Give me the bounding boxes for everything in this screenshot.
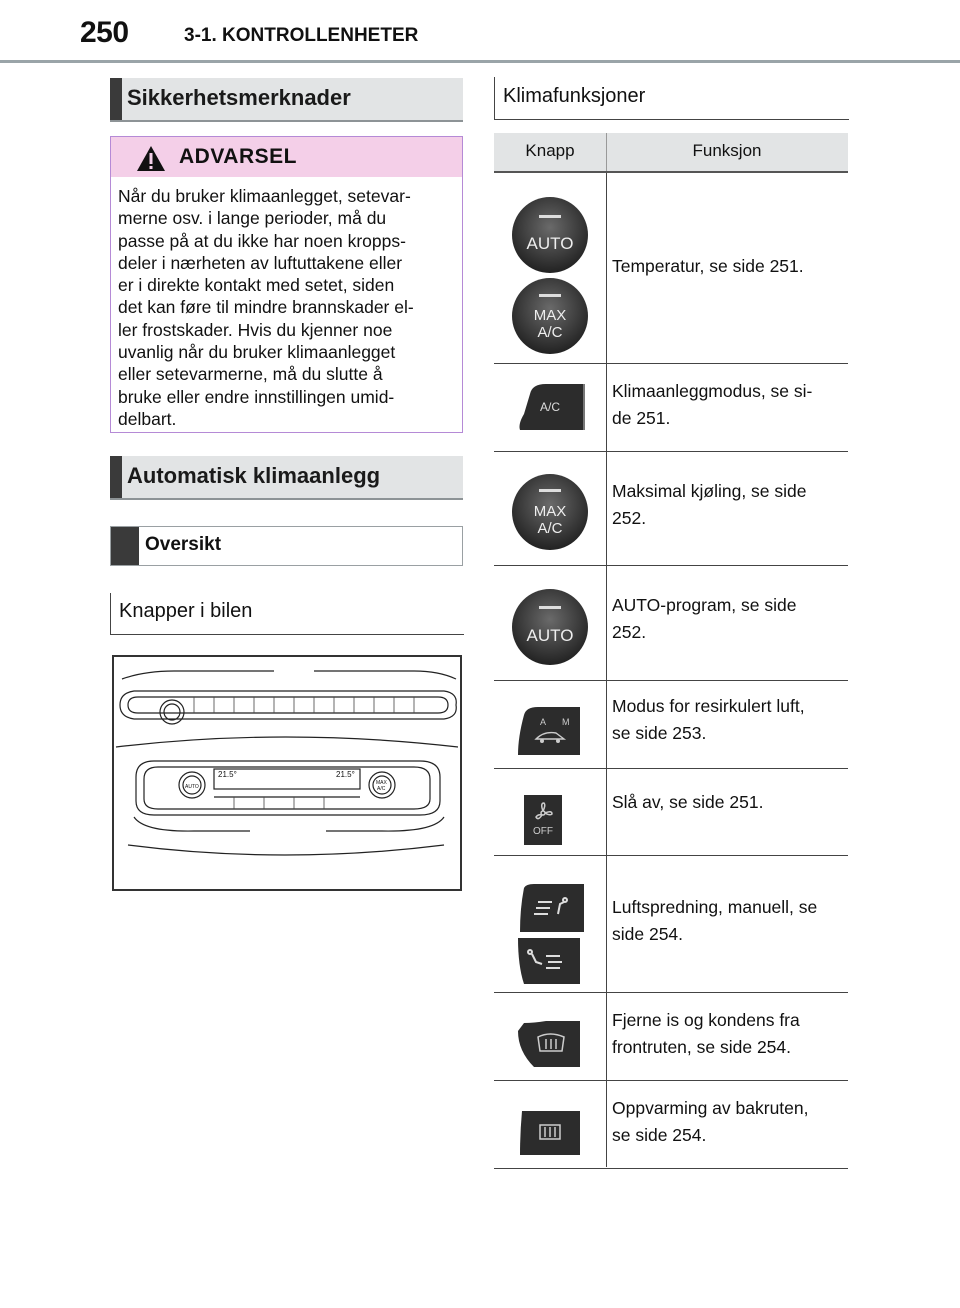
overview-subheading [110,526,463,566]
temperature-knobs-icon [494,173,606,363]
recirc-a-label: A [540,717,547,727]
warning-triangle-icon [136,145,166,172]
front-defrost-button-cell [494,993,606,1080]
climate-panel-illustration [112,655,462,891]
table-row [494,769,848,856]
safety-section-heading [110,78,463,122]
air-distribution-icon [494,856,606,992]
function-text: AUTO-program, se side 252. [612,595,797,642]
table-row [494,452,848,566]
recirculation-button-cell [494,681,606,768]
column-header-button: Knapp [525,141,575,160]
function-text: Modus for resirkulert luft, se side 253. [612,696,805,743]
ac-knob-label: A/C [537,324,563,341]
table-row [494,1081,848,1169]
off-button-cell [494,769,606,855]
panel-ac-label: A/C [377,786,386,792]
off-button-icon [494,769,606,855]
auto-knob-label: AUTO [526,234,574,253]
auto-knob-cell [494,566,606,680]
auto-climate-section-heading [110,456,463,500]
max-ac-knob-icon [494,452,606,565]
off-label: OFF [533,826,553,837]
table-row [494,364,848,452]
table-row [494,993,848,1081]
function-text: Fjerne is og kondens fra frontruten, se side 254. [612,1010,800,1057]
buttons-in-car-heading [110,593,464,635]
front-defrost-button-icon [494,993,606,1080]
max-ac-knob-cell [494,452,606,565]
function-text: Slå av, se side 251. [612,792,764,812]
recirc-m-label: M [562,717,570,727]
ac-button-icon [494,364,606,451]
safety-heading-text: Sikkerhetsmerknader [127,85,351,110]
function-text: Klimaanleggmodus, se si- de 251. [612,381,813,428]
rear-defrost-button-cell [494,1081,606,1168]
overview-heading-text: Oversikt [145,534,222,555]
air-distribution-buttons-cell [494,856,606,992]
table-row [494,173,848,364]
panel-auto-label: AUTO [185,784,199,790]
warning-box [110,136,463,433]
ac-button-cell [494,364,606,451]
table-row [494,856,848,993]
warning-text: Når du bruker klimaanlegget, setevar- merne osv. i lange perioder, må du passe på at du ikke har noen kropps- deler i nærheten av luftuttakene eller er i direkte kontakt med setet, siden det kan føre til mindre brannskader el- ler frostskader. Hvis du kjenner noe uvanlig når du bruker klimaanlegget eller setevarmerne, må du slutte å bruke eller endre innstillingen umid- delbart. [118,186,414,429]
header-divider [0,60,960,63]
buttons-in-car-heading-text: Knapper i bilen [119,600,253,622]
climate-functions-heading [494,77,849,120]
function-text: Luftspredning, manuell, se side 254. [612,897,818,944]
table-row [494,681,848,769]
function-text: Oppvarming av bakruten, se side 254. [612,1098,809,1145]
page-number: 250 [80,16,129,49]
auto-label: AUTO [526,626,574,645]
function-text: Temperatur, se side 251. [612,256,804,276]
auto-climate-heading-text: Automatisk klimaanlegg [127,463,381,488]
subheading-bar [111,527,139,565]
column-header-function: Funksjon [692,141,762,160]
ac-button-label: A/C [539,400,561,414]
rear-defrost-button-icon [494,1081,606,1168]
climate-functions-heading-text: Klimafunksjoner [503,85,646,107]
panel-temp-right: 21.5° [336,770,355,779]
temperature-knobs-cell [494,173,606,363]
chapter-title: 3-1. KONTROLLENHETER [184,25,419,46]
warning-header [111,137,462,177]
recirculation-button-icon [494,681,606,768]
dashboard-drawing [114,657,460,889]
heading-bar [110,78,122,120]
heading-bar [110,456,122,498]
function-text: Maksimal kjøling, se side 252. [612,481,807,528]
max-label: MAX [533,503,567,520]
max-knob-label: MAX [533,307,567,324]
table-header [494,133,848,173]
ac-label: A/C [537,520,563,537]
panel-max-label: MAX [376,780,387,786]
table-row [494,566,848,681]
panel-temp-left: 21.5° [218,770,237,779]
warning-label: ADVARSEL [179,145,297,168]
auto-knob-icon [494,566,606,680]
